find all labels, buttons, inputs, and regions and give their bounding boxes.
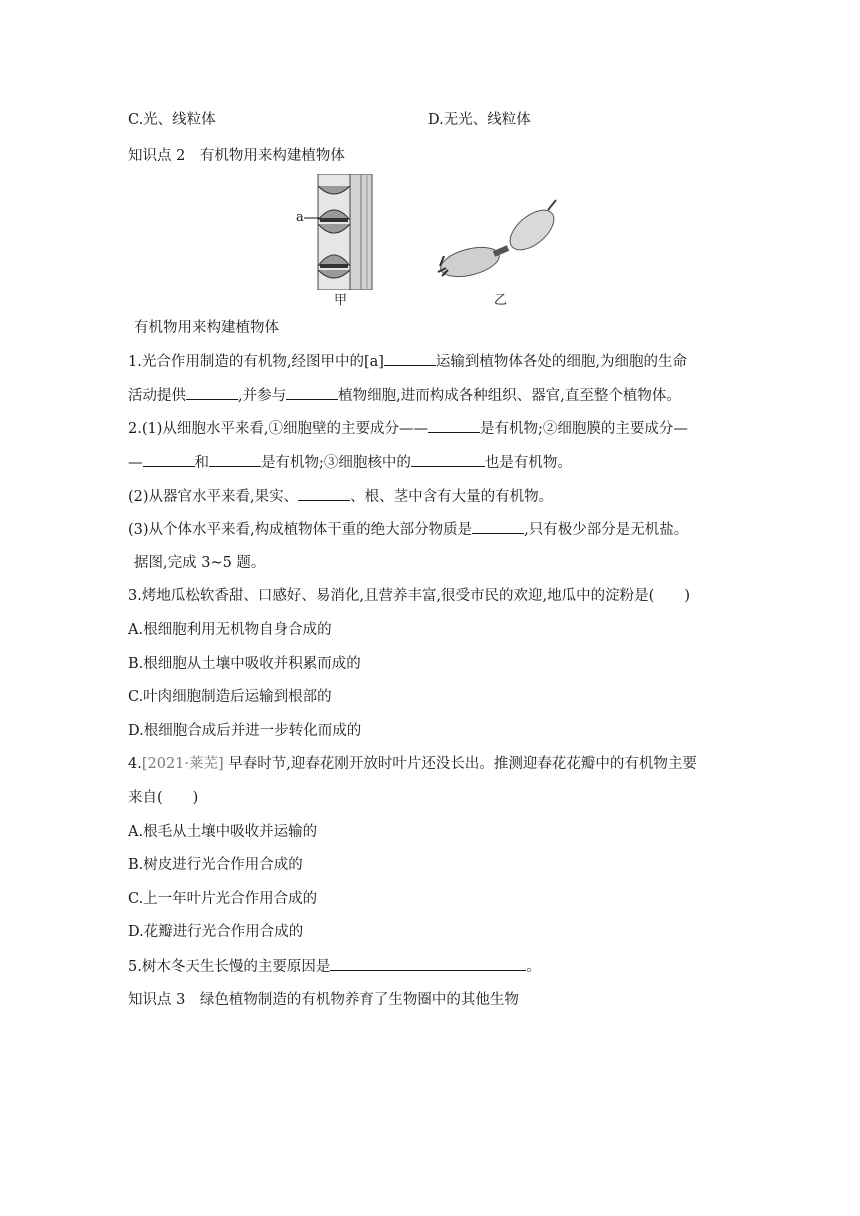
sieve-tube-figure bbox=[296, 174, 376, 290]
caption-yi: 乙 bbox=[494, 293, 508, 308]
option-d-prev: D.无光、线粒体 bbox=[428, 112, 531, 128]
q4-option-d: D.花瓣进行光合作用合成的 bbox=[128, 924, 304, 940]
q3-option-a: A.根细胞利用无机物自身合成的 bbox=[128, 622, 332, 638]
caption-jia: 甲 bbox=[334, 293, 348, 308]
instruction: 据图,完成 3~5 题。 bbox=[134, 555, 266, 571]
q4-option-c: C.上一年叶片光合作用合成的 bbox=[128, 891, 318, 907]
q5-stem: 5.树木冬天生长慢的主要原因是 。 bbox=[128, 956, 541, 977]
option-c-prev: C.光、线粒体 bbox=[128, 112, 216, 128]
q2-line4: (3)从个体水平来看,构成植物体干重的绝大部分物质是 ,只有极少部分是无机盐。 bbox=[128, 519, 688, 540]
section-2-title: 知识点 2 有机物用来构建植物体 bbox=[128, 148, 345, 164]
q4-stem-2: 来自( ) bbox=[128, 790, 199, 806]
subheading: 有机物用来构建植物体 bbox=[134, 320, 279, 336]
q3-option-c: C.叶肉细胞制造后运输到根部的 bbox=[128, 689, 332, 705]
section-3-title: 知识点 3 绿色植物制造的有机物养育了生物圈中的其他生物 bbox=[128, 992, 519, 1008]
q4-option-b: B.树皮进行光合作用合成的 bbox=[128, 857, 303, 873]
q4-source: [2021·莱芜] bbox=[141, 756, 224, 772]
q2-line1: 2.(1)从细胞水平来看,①细胞壁的主要成分—— 是有机物;②细胞膜的主要成分— bbox=[128, 418, 688, 439]
q1-line2: 活动提供 ,并参与 植物细胞,进而构成各种组织、器官,直至整个植物体。 bbox=[128, 385, 681, 406]
q2-line2: — 和 是有机物;③细胞核中的 也是有机物。 bbox=[128, 452, 572, 473]
q3-option-b: B.根细胞从土壤中吸收并积累而成的 bbox=[128, 656, 361, 672]
q2-line3: (2)从器官水平来看,果实、 、根、茎中含有大量的有机物。 bbox=[128, 486, 553, 507]
q1-line1: 1.光合作用制造的有机物,经图甲中的[a] 运输到植物体各处的细胞,为细胞的生命 bbox=[128, 351, 687, 372]
q3-option-d: D.根细胞合成后并进一步转化而成的 bbox=[128, 723, 362, 739]
q3-stem: 3.烤地瓜松软香甜、口感好、易消化,且营养丰富,很受市民的欢迎,地瓜中的淀粉是( ) bbox=[128, 588, 690, 604]
sweet-potato-figure bbox=[436, 196, 560, 286]
q4-stem: 4.[2021·莱芜] 早春时节,迎春花刚开放时叶片还没长出。推测迎春花花瓣中的有机物主要 bbox=[128, 756, 697, 772]
label-a: a bbox=[296, 210, 304, 225]
q4-option-a: A.根毛从土壤中吸收并运输的 bbox=[128, 824, 318, 840]
